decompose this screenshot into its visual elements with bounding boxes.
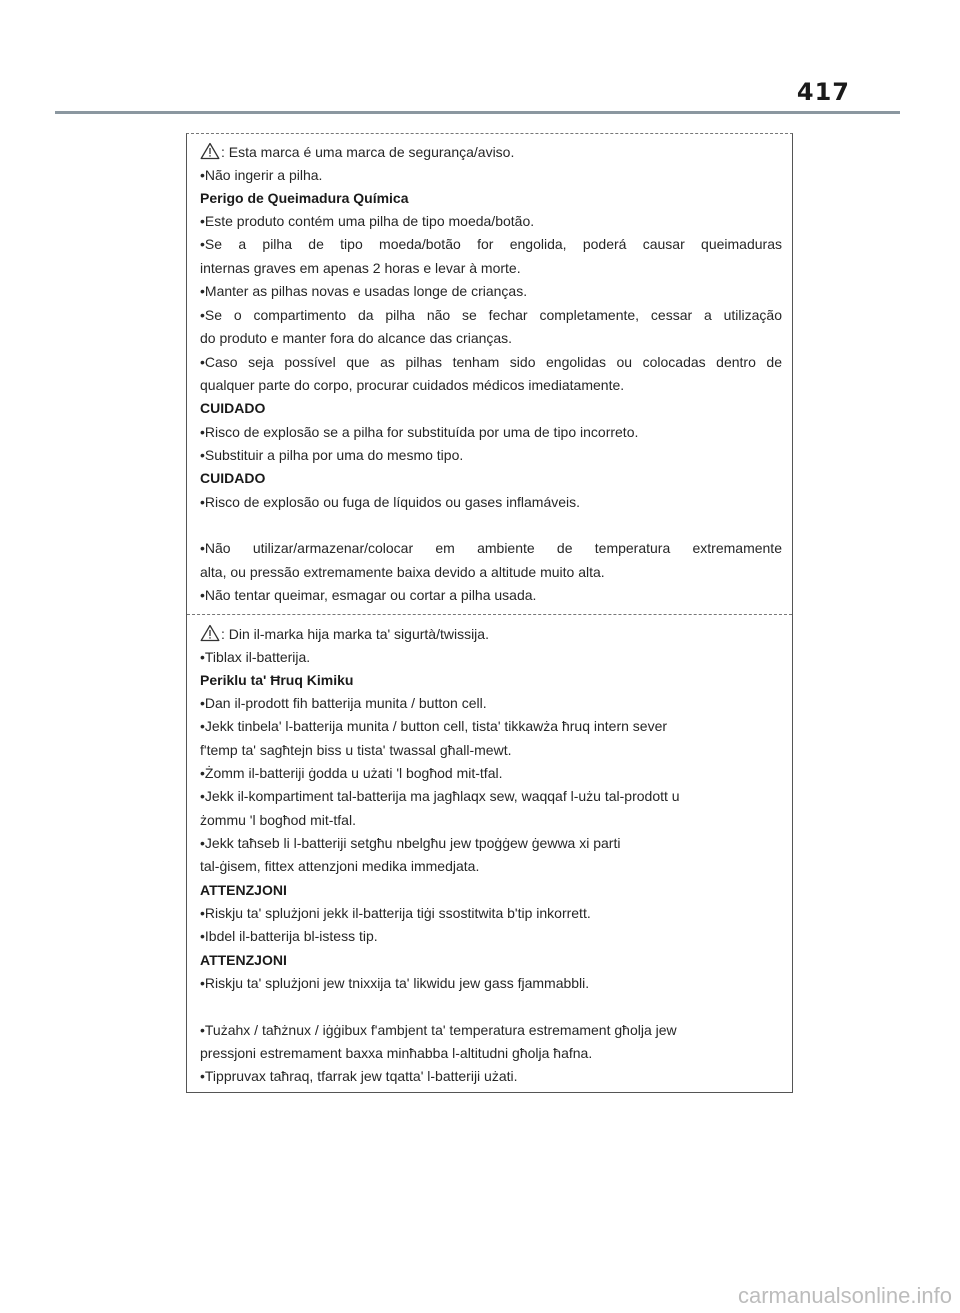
warning-heading <box>200 467 782 490</box>
line-text: •Risco de explosão ou fuga de líquidos ou gases inflamáveis. <box>200 494 581 510</box>
line-text: •Żomm il-batteriji ġodda u użati 'l bogħod mit-tfal. <box>200 765 503 781</box>
warning-text-line <box>200 1019 782 1042</box>
line-text: żommu 'l bogħod mit-tfal. <box>200 812 356 828</box>
warning-text-line <box>200 972 782 995</box>
warning-text-line <box>200 280 782 303</box>
warning-text-line <box>200 327 782 350</box>
line-text: •Jekk taħseb li l-batteriji setgħu nbelgħu jew tpoġġew ġewwa xi parti <box>200 835 621 851</box>
warning-heading <box>200 879 782 902</box>
line-text: Periklu ta' Ħruq Kimiku <box>200 672 354 688</box>
warning-text-line <box>200 623 782 646</box>
line-text: tal-ġisem, fittex attenzjoni medika immedjata. <box>200 858 480 874</box>
page-number: 417 <box>796 78 850 106</box>
warning-text-line <box>200 646 782 669</box>
warning-text-line <box>200 739 782 762</box>
warning-text-line <box>200 491 782 514</box>
warning-text-line <box>200 785 782 808</box>
line-text: •Riskju ta' splużjoni jekk il-batterija tiġi ssostitwita b'tip inkorrett. <box>200 905 591 921</box>
line-text: •Jekk il-kompartiment tal-batterija ma jagħlaqx sew, waqqaf l-użu tal-prodott u <box>200 788 680 804</box>
warning-text-line <box>200 233 782 256</box>
line-text: •Tużahx / taħżnux / iġġibux f'ambjent ta' temperatura estremament għolja jew <box>200 1022 677 1038</box>
line-text: •Tiblax il-batterija. <box>200 649 311 665</box>
line-text: •Riskju ta' splużjoni jew tnixxija ta' likwidu jew gass fjammabbli. <box>200 975 590 991</box>
watermark: carmanualsonline.info <box>737 1283 952 1308</box>
line-text: qualquer parte do corpo, procurar cuidados médicos imediatamente. <box>200 377 625 393</box>
battery-warning-box <box>186 133 793 1093</box>
warning-heading <box>200 397 782 420</box>
line-text: internas graves em apenas 2 horas e levar à morte. <box>200 260 521 276</box>
line-text: •Se a pilha de tipo moeda/botão for engolida, poderá causar queimaduras <box>200 236 782 252</box>
warning-text-line <box>200 1042 782 1065</box>
warning-section-maltese <box>187 614 792 1092</box>
line-text: : Esta marca é uma marca de segurança/aviso. <box>221 144 515 160</box>
warning-text-line <box>200 561 782 584</box>
warning-text-line <box>200 421 782 444</box>
warning-triangle-icon <box>200 624 220 646</box>
line-text: •Este produto contém uma pilha de tipo moeda/botão. <box>200 213 535 229</box>
warning-text-line <box>200 210 782 233</box>
line-text: Perigo de Queimadura Química <box>200 190 409 206</box>
line-text: •Dan il-prodott fih batterija munita / button cell. <box>200 695 487 711</box>
line-text: •Jekk tinbela' l-batterija munita / button cell, tista' tikkawża ħruq intern sever <box>200 718 668 734</box>
warning-text-line <box>200 351 782 374</box>
line-text: •Se o compartimento da pilha não se fechar completamente, cessar a utilização <box>200 307 782 323</box>
warning-text-line <box>200 855 782 878</box>
line-text: do produto e manter fora do alcance das crianças. <box>200 330 513 346</box>
warning-text-line <box>200 141 782 164</box>
warning-heading <box>200 187 782 210</box>
warning-text-line <box>200 715 782 738</box>
warning-text-line <box>200 584 782 607</box>
warning-text-line <box>200 304 782 327</box>
warning-text-line <box>200 925 782 948</box>
warning-text-line <box>200 902 782 925</box>
line-text: •Não tentar queimar, esmagar ou cortar a pilha usada. <box>200 587 537 603</box>
warning-text-line <box>200 257 782 280</box>
warning-text-line <box>200 832 782 855</box>
line-text: alta, ou pressão extremamente baixa devido a altitude muito alta. <box>200 564 605 580</box>
warning-text-line <box>200 537 782 560</box>
line-text: CUIDADO <box>200 400 266 416</box>
line-text: ATTENZJONI <box>200 882 287 898</box>
line-text: f'temp ta' sagħtejn biss u tista' twassal għall-mewt. <box>200 742 512 758</box>
warning-text-line <box>200 164 782 187</box>
line-text: CUIDADO <box>200 470 266 486</box>
line-text: •Risco de explosão se a pilha for substituída por uma de tipo incorreto. <box>200 424 639 440</box>
warning-text-line <box>200 809 782 832</box>
line-text: •Caso seja possível que as pilhas tenham sido engolidas ou colocadas dentro de <box>200 354 782 370</box>
warning-text-line <box>200 374 782 397</box>
header-rule <box>55 111 900 114</box>
line-text: •Ibdel il-batterija bl-istess tip. <box>200 928 378 944</box>
warning-text-line <box>200 444 782 467</box>
line-text: •Não utilizar/armazenar/colocar em ambiente de temperatura extremamente <box>200 540 782 556</box>
warning-triangle-icon <box>200 142 220 164</box>
line-text: ATTENZJONI <box>200 952 287 968</box>
warning-text-line <box>200 762 782 785</box>
line-text: •Não ingerir a pilha. <box>200 167 323 183</box>
warning-text-line <box>200 1065 782 1088</box>
line-text: : Din il-marka hija marka ta' sigurtà/twissija. <box>221 626 489 642</box>
warning-heading <box>200 669 782 692</box>
line-text: •Manter as pilhas novas e usadas longe de crianças. <box>200 283 528 299</box>
line-text: pressjoni estremament baxxa minħabba l-altitudni għolja ħafna. <box>200 1045 593 1061</box>
warning-text-line <box>200 692 782 715</box>
warning-heading <box>200 949 782 972</box>
line-text: •Tippruvax taħraq, tfarrak jew tqatta' l-batteriji użati. <box>200 1068 518 1084</box>
line-text: •Substituir a pilha por uma do mesmo tipo. <box>200 447 464 463</box>
warning-section-portuguese <box>187 134 792 614</box>
